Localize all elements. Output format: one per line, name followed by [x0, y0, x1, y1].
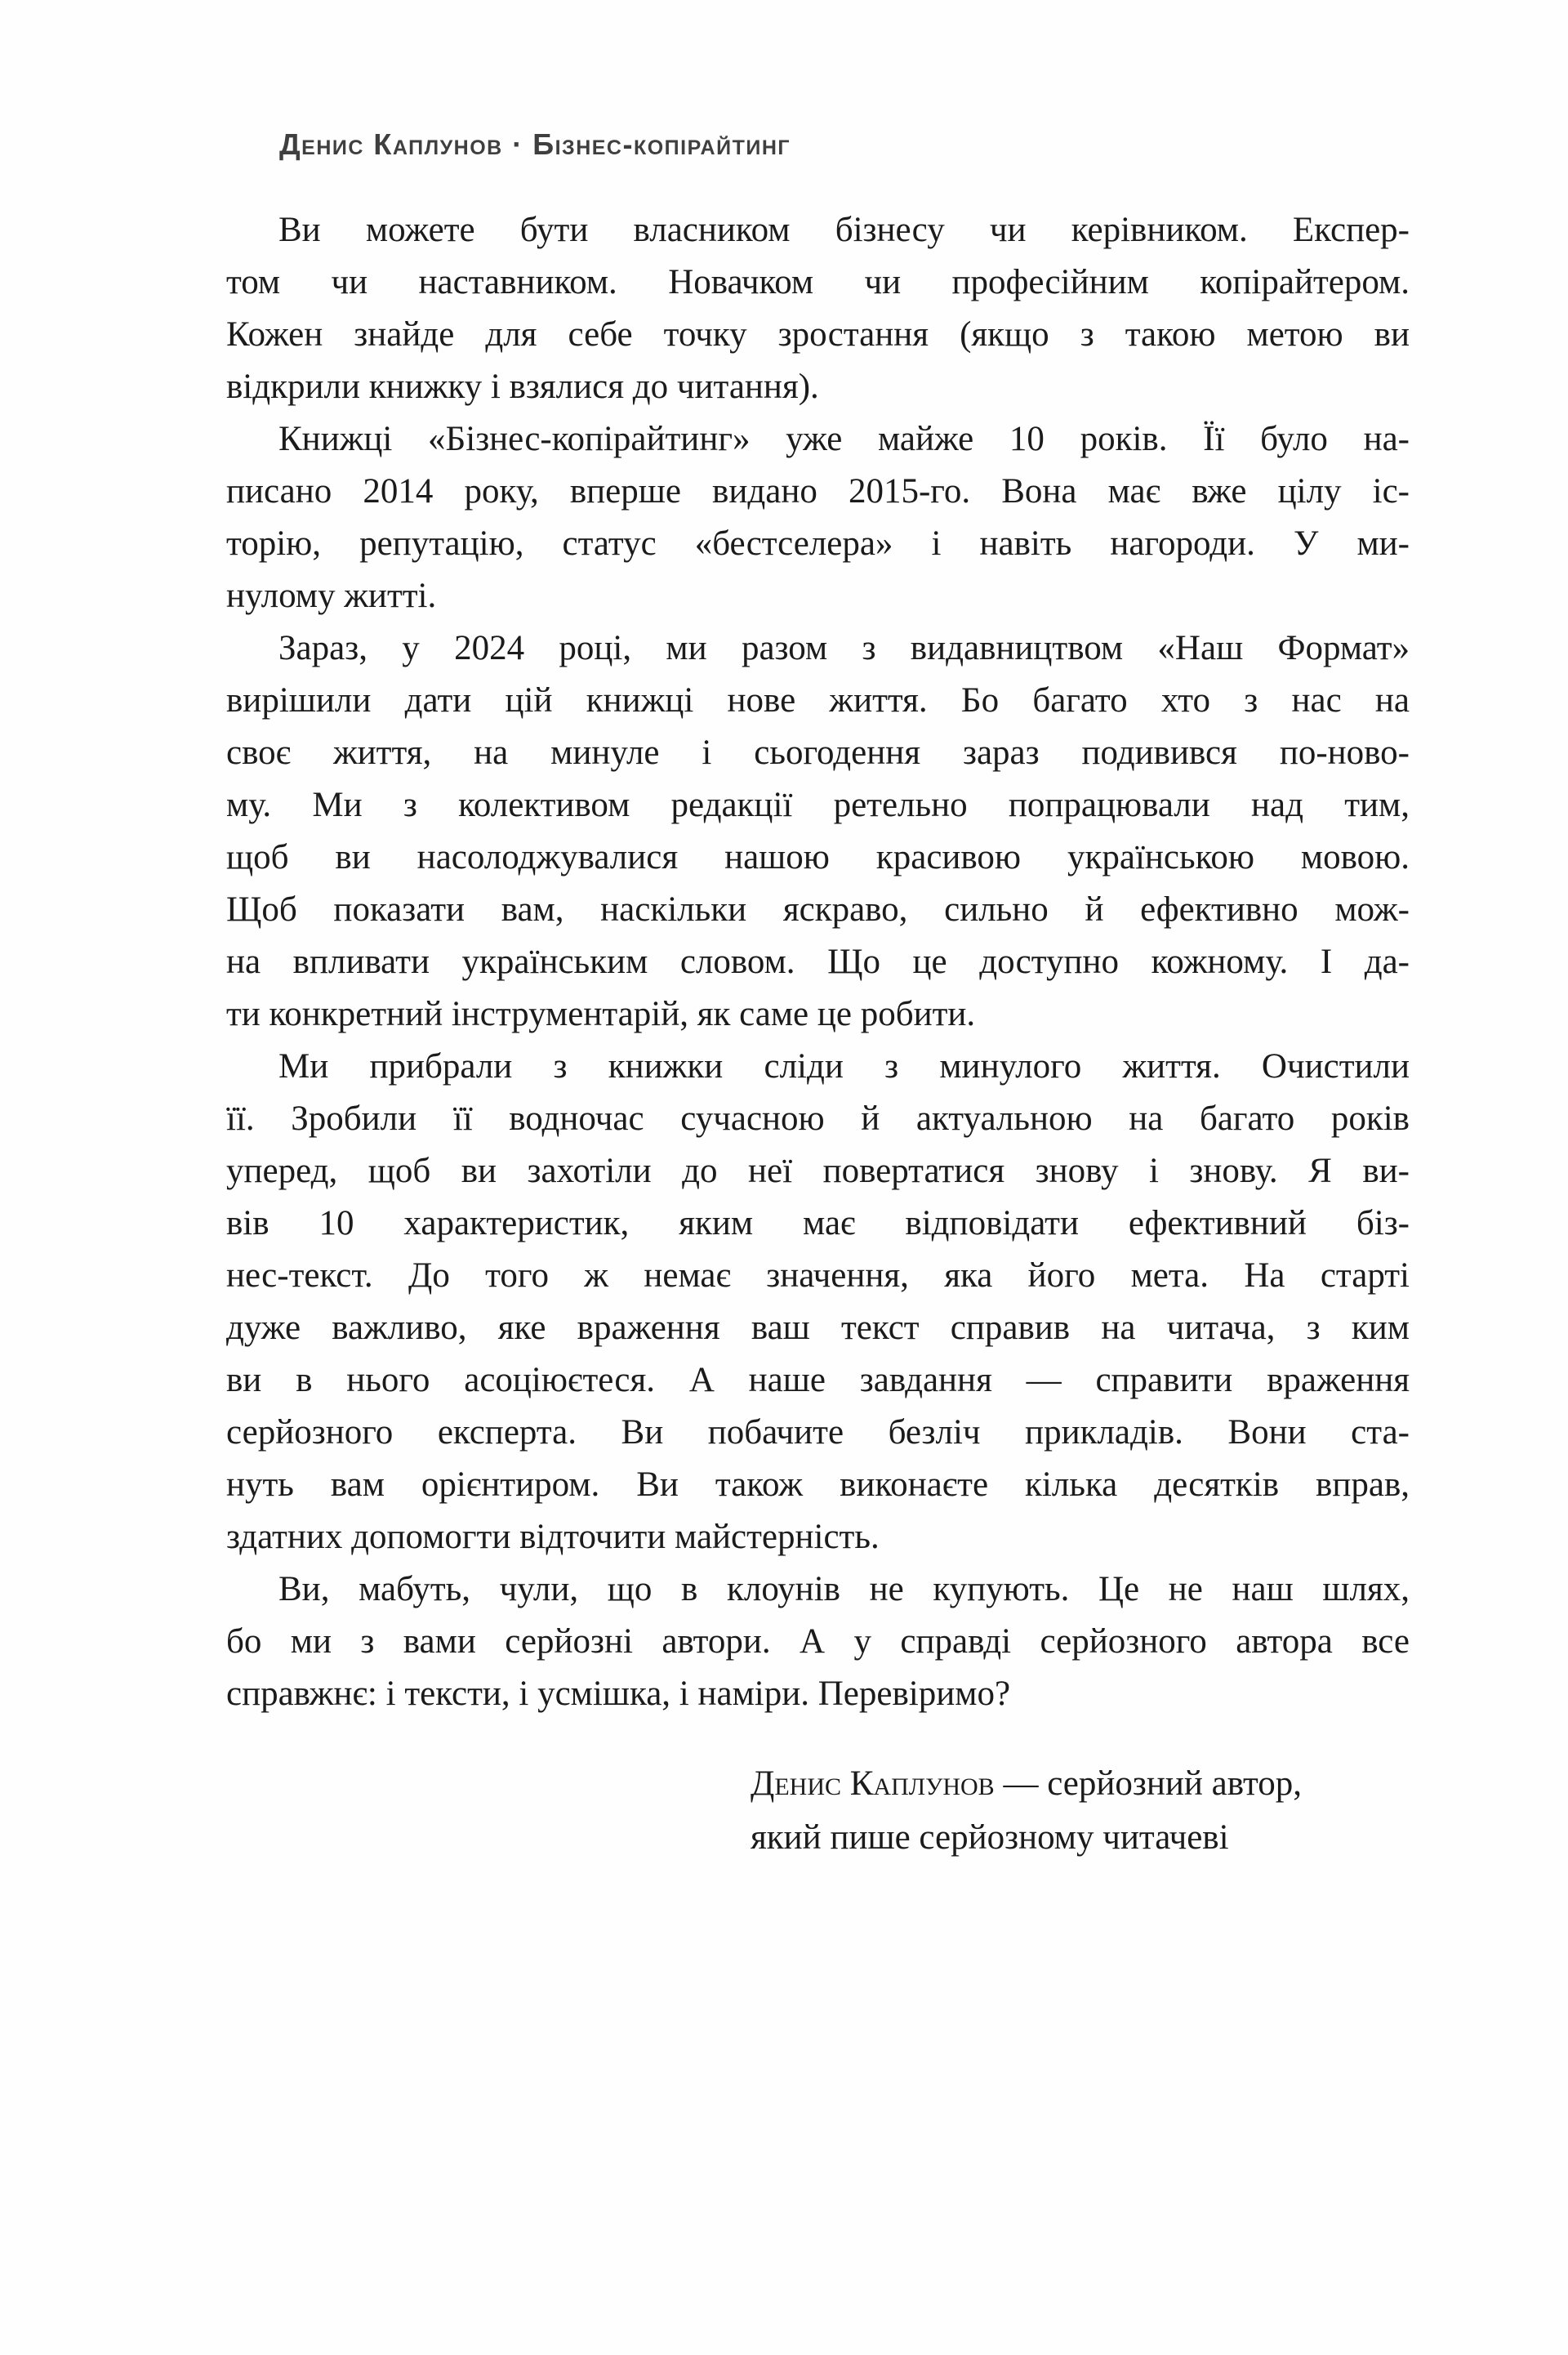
paragraph	[226, 1041, 1410, 1563]
text-line: своє життя, на минуле і сьогодення зараз подивився по-ново-	[226, 734, 1410, 772]
text-block	[226, 204, 1410, 1865]
text-line: Книжці «Бізнес-копірайтинг» уже майже 10 років. Її було на-	[278, 420, 1410, 458]
text-line: Кожен знайде для себе точку зростання (якщо з такою метою ви	[226, 315, 1410, 354]
text-line: ви в нього асоціюєтеся. А наше завдання — справити враження	[226, 1361, 1410, 1399]
text-line: му. Ми з колективом редакції ретельно попрацювали над тим,	[226, 786, 1410, 824]
paragraph	[226, 413, 1410, 622]
text-line: нес-текст. До того ж немає значення, яка його мета. На старті	[226, 1256, 1410, 1295]
text-line: серйозного експерта. Ви побачите безліч прикладів. Вони ста-	[226, 1413, 1410, 1452]
text-line: ти конкретний інструментарій, як саме це робити.	[226, 995, 976, 1033]
text-line: уперед, щоб ви захотіли до неї повертатися знову і знову. Я ви-	[226, 1152, 1410, 1190]
text-line: вирішили дати цій книжці нове життя. Бо багато хто з нас на	[226, 681, 1410, 720]
text-line: Ми прибрали з книжки сліди з минулого життя. Очистили	[278, 1047, 1410, 1086]
text-line: нуть вам орієнтиром. Ви також виконаєте кілька десятків вправ,	[226, 1465, 1410, 1504]
signature-line-1	[751, 1757, 1410, 1811]
text-line: на впливати українським словом. Що це доступно кожному. І да-	[226, 943, 1410, 981]
running-header: Денис Каплунов · Бізнес-копірайтинг	[279, 127, 791, 161]
text-line: том чи наставником. Новачком чи професійним копірайтером.	[226, 263, 1410, 301]
paragraph	[226, 622, 1410, 1041]
author-signature	[751, 1757, 1410, 1865]
text-line: Щоб показати вам, наскільки яскраво, сильно й ефективно мож-	[226, 890, 1410, 929]
text-line: відкрили книжку і взялися до читання).	[226, 368, 819, 406]
text-line: здатних допомогти відточити майстерність.	[226, 1518, 880, 1556]
text-line: щоб ви насолоджувалися нашою красивою українською мовою.	[226, 838, 1410, 876]
text-line: торію, репутацію, статус «бестселера» і навіть нагороди. У ми-	[226, 524, 1410, 563]
text-line: справжнє: і тексти, і усмішка, і наміри. Перевіримо?	[226, 1675, 1011, 1713]
text-line: нулому житті.	[226, 577, 437, 615]
signature-author-suffix: — серйозний автор,	[994, 1764, 1302, 1803]
paragraph	[226, 1563, 1410, 1720]
text-line: її. Зробили її водночас сучасною й актуальною на багато років	[226, 1099, 1410, 1138]
text-line: бо ми з вами серйозні автори. А у справді серйозного автора все	[226, 1622, 1410, 1661]
signature-line-2: який пише серйозному читачеві	[751, 1818, 1229, 1857]
text-line: Ви можете бути власником бізнесу чи керівником. Експер-	[278, 211, 1410, 249]
signature-author-name: Денис Каплунов	[751, 1764, 995, 1803]
text-line: Зараз, у 2024 році, ми разом з видавництвом «Наш Формат»	[278, 629, 1410, 667]
text-line: писано 2014 року, вперше видано 2015-го. Вона має вже цілу іс-	[226, 472, 1410, 511]
text-line: дуже важливо, яке враження ваш текст справив на читача, з ким	[226, 1309, 1410, 1347]
text-line: вів 10 характеристик, яким має відповідати ефективний біз-	[226, 1204, 1410, 1242]
paragraph	[226, 204, 1410, 413]
paragraphs	[226, 204, 1410, 1720]
text-line: Ви, мабуть, чули, що в клоунів не купують. Це не наш шлях,	[278, 1570, 1410, 1608]
